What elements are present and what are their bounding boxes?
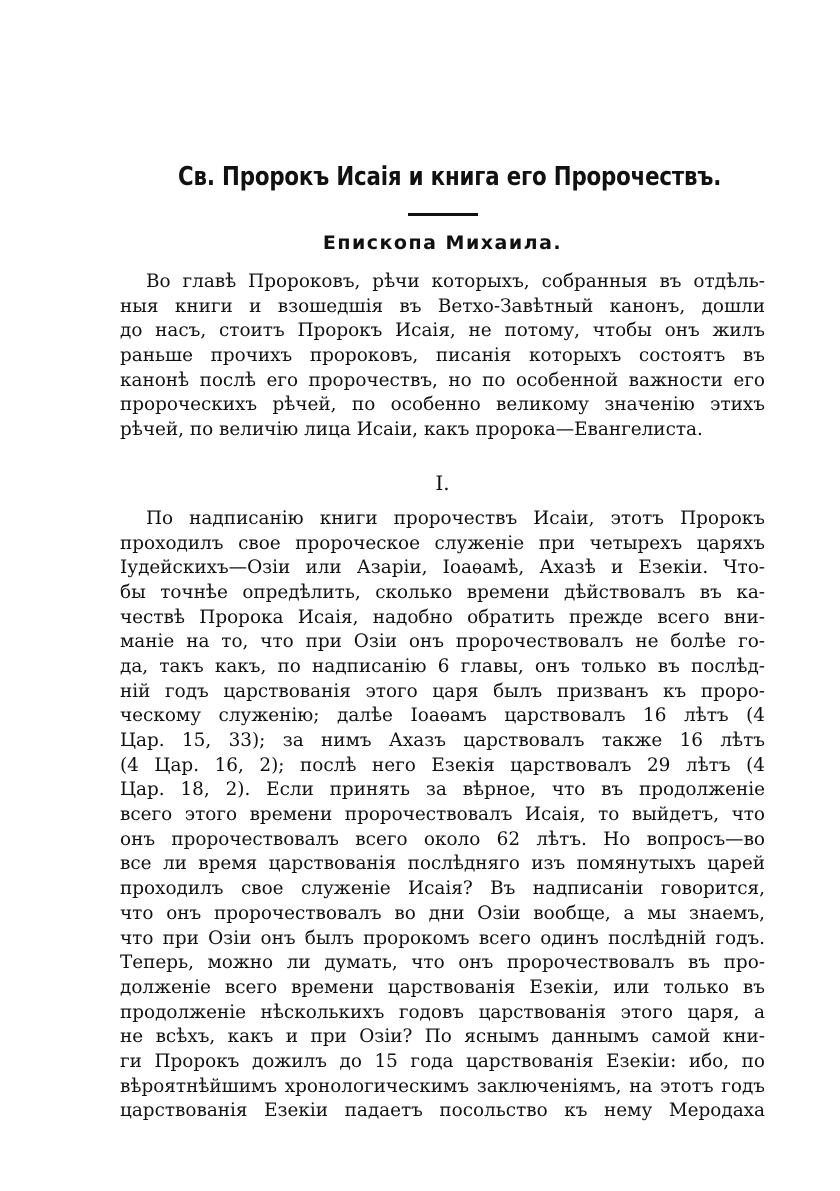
text-line: ги Пророкъ дожилъ до 15 года царствованія Езекіи: ибо, по: [120, 1050, 765, 1072]
text-line: вѣроятнѣйшимъ хронологическимъ заключеніямъ, на этотъ годъ: [120, 1075, 765, 1097]
text-line: онъ пророчествовалъ всего около 62 лѣтъ. Но вопросъ—во: [120, 828, 765, 850]
text-line: царствованія Езекіи падаетъ посольство къ нему Меродаха: [120, 1100, 765, 1122]
text-line: продолженіе нѣсколькихъ годовъ царствованія этого царя, а: [120, 1001, 765, 1023]
text-line: долженіе всего времени царствованія Езекіи, или только въ: [120, 976, 765, 998]
text-line: проходилъ свое служеніе Исаія? Въ надписаніи говорится,: [120, 878, 765, 900]
text-line: всего этого времени пророчествовалъ Исаія, то выйдетъ, что: [120, 804, 765, 826]
title-divider: [408, 213, 478, 216]
text-line: не всѣхъ, какъ и при Озіи? По яснымъ даннымъ самой кни-: [120, 1026, 765, 1048]
article-author: Епископа Михаила.: [322, 232, 563, 254]
text-line: проходилъ свое пророческое служеніе при четырехъ царяхъ: [120, 532, 765, 554]
text-line: ныя книги и взошедшія въ Ветхо-Завѣтный канонъ, дошли: [120, 295, 765, 317]
text-line: Теперь, можно ли думать, что онъ пророчествовалъ въ про-: [120, 952, 765, 974]
text-line: Цар. 15, 33); за нимъ Ахазъ царствовалъ также 16 лѣтъ: [120, 730, 765, 751]
text-line: да, такъ какъ, по надписанію 6 главы, онъ только въ послѣд-: [120, 655, 765, 677]
text-line: чествѣ Пророка Исаія, надобно обратить прежде всего вни-: [120, 606, 765, 628]
text-line: пророческихъ рѣчей, по особенно великому значенію этихъ: [120, 394, 765, 416]
text-line: что при Озіи онъ былъ пророкомъ всего одинъ послѣдній годъ.: [120, 927, 765, 949]
text-line: раньше прочихъ пророковъ, писанія которыхъ состоятъ въ: [120, 345, 765, 367]
text-line: рѣчей, по величію лица Исаіи, какъ пророка—Евангелиста.: [120, 419, 703, 441]
text-line: маніе на то, что при Озіи онъ пророчествовалъ не болѣе го-: [120, 631, 765, 653]
text-line: Цар. 18, 2). Если принять за вѣрное, что въ продолженіе: [120, 779, 765, 801]
section-numeral: I.: [435, 470, 450, 495]
text-line: до насъ, стоитъ Пророкъ Исаія, не потому, чтобы онъ жилъ: [120, 320, 765, 342]
text-line: Во главѣ Пророковъ, рѣчи которыхъ, собранныя въ отдѣль-: [146, 271, 765, 292]
text-line: ческому служенію; далѣе Іоаѳамъ царствовалъ 16 лѣтъ (4: [120, 705, 765, 727]
document-page: [120, 155, 765, 1124]
text-line: канонѣ послѣ его пророчествъ, но по особенной важности его: [120, 369, 765, 391]
article-title: Св. Пророкъ Исаія и книга его Пророчествъ.: [178, 162, 722, 192]
text-line: все ли время царствованія послѣдняго изъ помянутыхъ царей: [120, 853, 765, 875]
text-line: (4 Цар. 16, 2); послѣ него Езекія царствовалъ 29 лѣтъ (4: [120, 754, 765, 776]
text-line: бы точнѣе опредѣлить, сколько времени дѣйствовалъ въ ка-: [120, 581, 765, 603]
text-line: Іудейскихъ—Озіи или Азаріи, Іоаѳамѣ, Ахазѣ и Езекіи. Что-: [120, 557, 765, 579]
text-line: что онъ пророчествовалъ во дни Озіи вообще, а мы знаемъ,: [120, 902, 765, 924]
intro-paragraph: [120, 270, 765, 443]
text-line: По надписанію книги пророчествъ Исаіи, этотъ Пророкъ: [146, 507, 765, 529]
body-paragraph: [120, 507, 765, 1124]
text-line: ній годъ царствованія этого царя былъ призванъ къ проро-: [120, 680, 765, 702]
